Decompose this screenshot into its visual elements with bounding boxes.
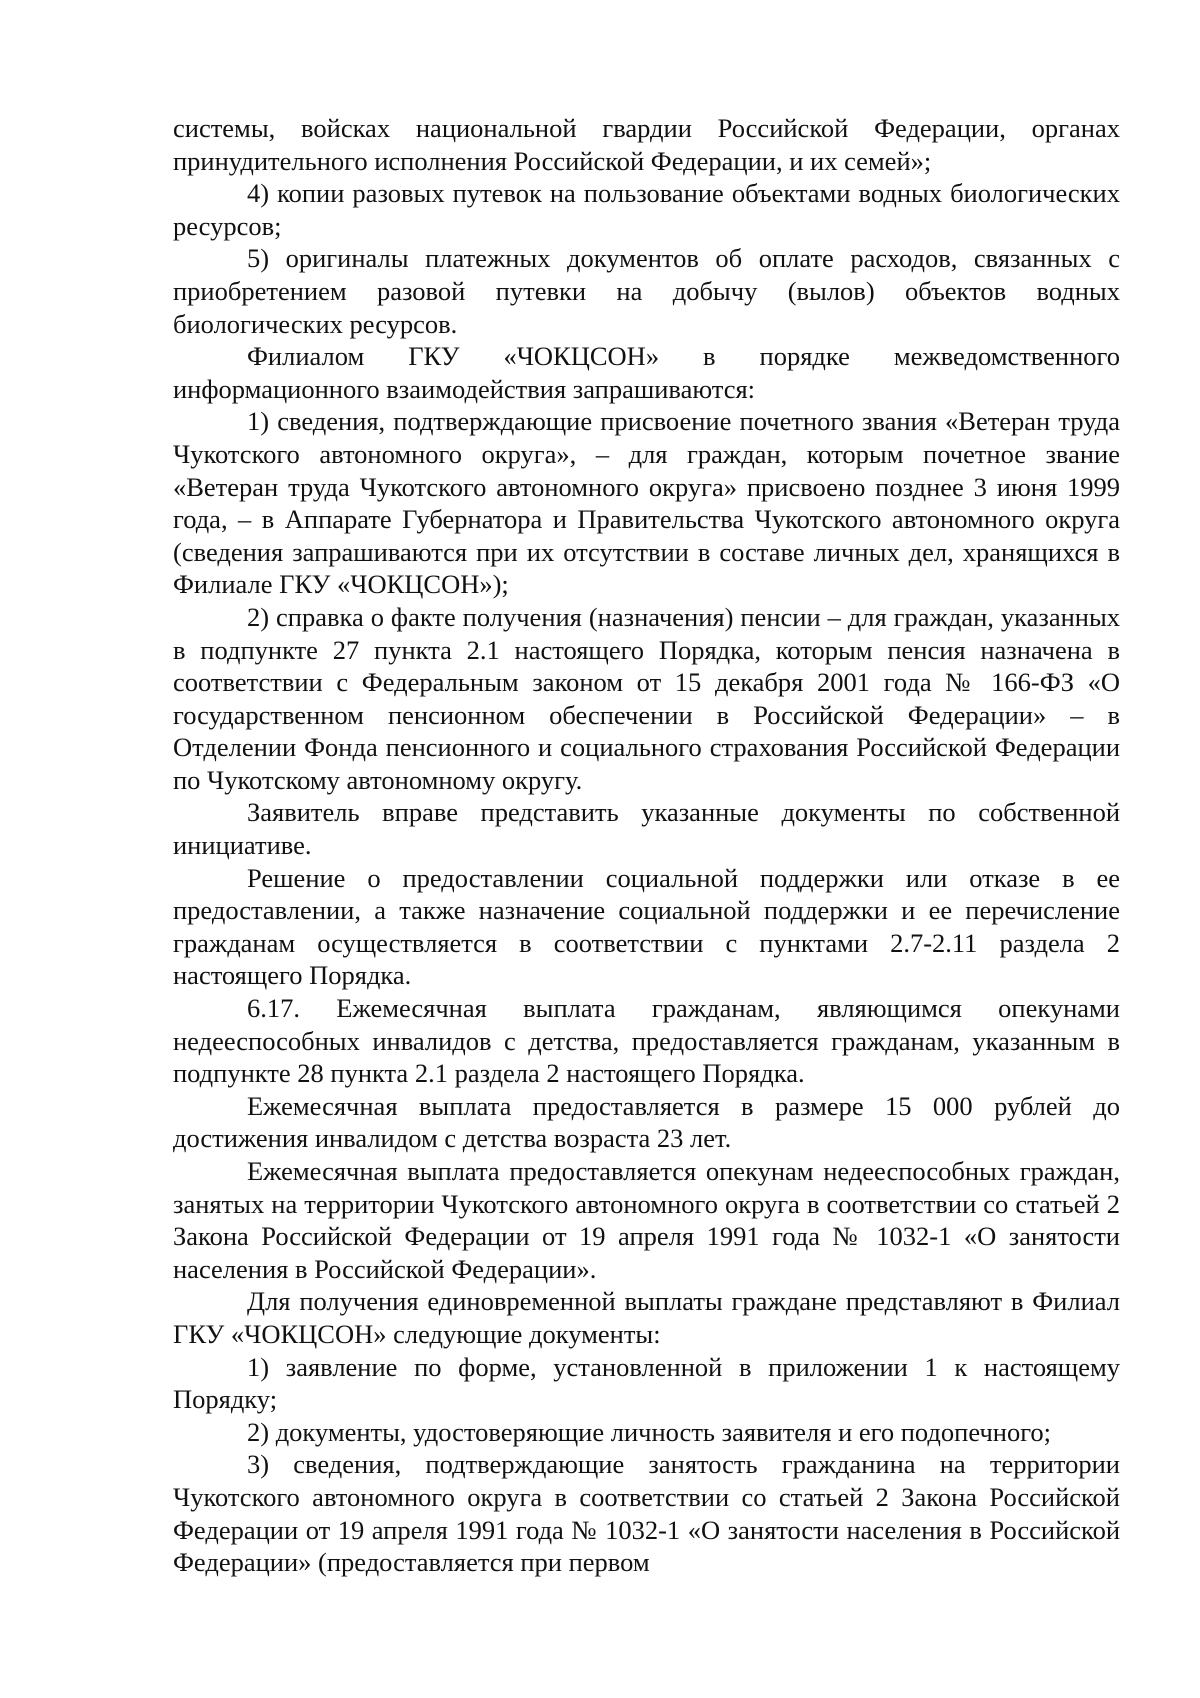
paragraph-8: Решение о предоставлении социальной поддержки или отказе в ее предоставлении, а также назначение социальной поддержки и ее перечисление гражданам осуществляется в соответствии с пунктами 2.7-2.11 раздела 2 настоящего Порядка. <box>173 862 1120 991</box>
paragraph-12: Для получения единовременной выплаты граждане представляют в Филиал ГКУ «ЧОКЦСОН» следующие документы: <box>173 1286 1120 1349</box>
paragraph-13: 1) заявление по форме, установленной в приложении 1 к настоящему Порядку; <box>173 1351 1120 1415</box>
paragraph-4: Филиалом ГКУ «ЧОКЦСОН» в порядке межведомственного информационного взаимодействия запрашиваются: <box>173 341 1120 404</box>
document-body <box>173 112 1120 1579</box>
paragraph-2: 4) копии разовых путевок на пользование объектами водных биологических ресурсов; <box>173 178 1120 241</box>
paragraph-3: 5) оригиналы платежных документов об оплате расходов, связанных с приобретением разовой путевки на добычу (вылов) объектов водных биологических ресурсов. <box>173 243 1120 339</box>
paragraph-1: системы, войсках национальной гвардии Российской Федерации, органах принудительного исполнения Российской Федерации, и их семей»; <box>173 113 1120 176</box>
paragraph-5: 1) сведения, подтверждающие присвоение почетного звания «Ветеран труда Чукотского автономного округа», – для граждан, которым почетное звание «Ветеран труда Чукотского автономного округа» присвоено позднее 3 июня 1999 года, – в Аппарате Губернатора и Правительства Чукотского автономного округа (сведения запрашиваются при их отсутствии в составе личных дел, хранящихся в Филиале ГКУ «ЧОКЦСОН»); <box>173 406 1120 600</box>
paragraph-6: 2) справка о факте получения (назначения) пенсии – для граждан, указанных в подпункте 27 пункта 2.1 настоящего Порядка, которым пенсия назначена в соответствии с Федеральным законом от 15 декабря 2001 года № 166-ФЗ «О государственном пенсионном обеспечении в Российской Федерации» – в Отделении Фонда пенсионного и социального страхования Российской Федерации по Чукотскому автономному округу. <box>173 601 1120 795</box>
paragraph-10: Ежемесячная выплата предоставляется в размере 15 000 рублей до достижения инвалидом с детства возраста 23 лет. <box>173 1090 1120 1154</box>
paragraph-14: 2) документы, удостоверяющие личность заявителя и его подопечного; <box>247 1416 1052 1447</box>
paragraph-15: 3) сведения, подтверждающие занятость гражданина на территории Чукотского автономного округа в соответствии со статьей 2 Закона Российской Федерации от 19 апреля 1991 года № 1032-1 «О занятости населения в Российской Федерации» (предоставляется при первом <box>173 1449 1120 1578</box>
paragraph-7: Заявитель вправе представить указанные документы по собственной инициативе. <box>173 797 1120 861</box>
paragraph-9: 6.17. Ежемесячная выплата гражданам, являющимся опекунами недееспособных инвалидов с детства, предоставляется гражданам, указанным в подпункте 28 пункта 2.1 раздела 2 настоящего Порядка. <box>173 993 1120 1089</box>
paragraph-11: Ежемесячная выплата предоставляется опекунам недееспособных граждан, занятых на территории Чукотского автономного округа в соответствии со статьей 2 Закона Российской Федерации от 19 апреля 1991 года № 1032-1 «О занятости населения в Российской Федерации». <box>173 1156 1120 1284</box>
